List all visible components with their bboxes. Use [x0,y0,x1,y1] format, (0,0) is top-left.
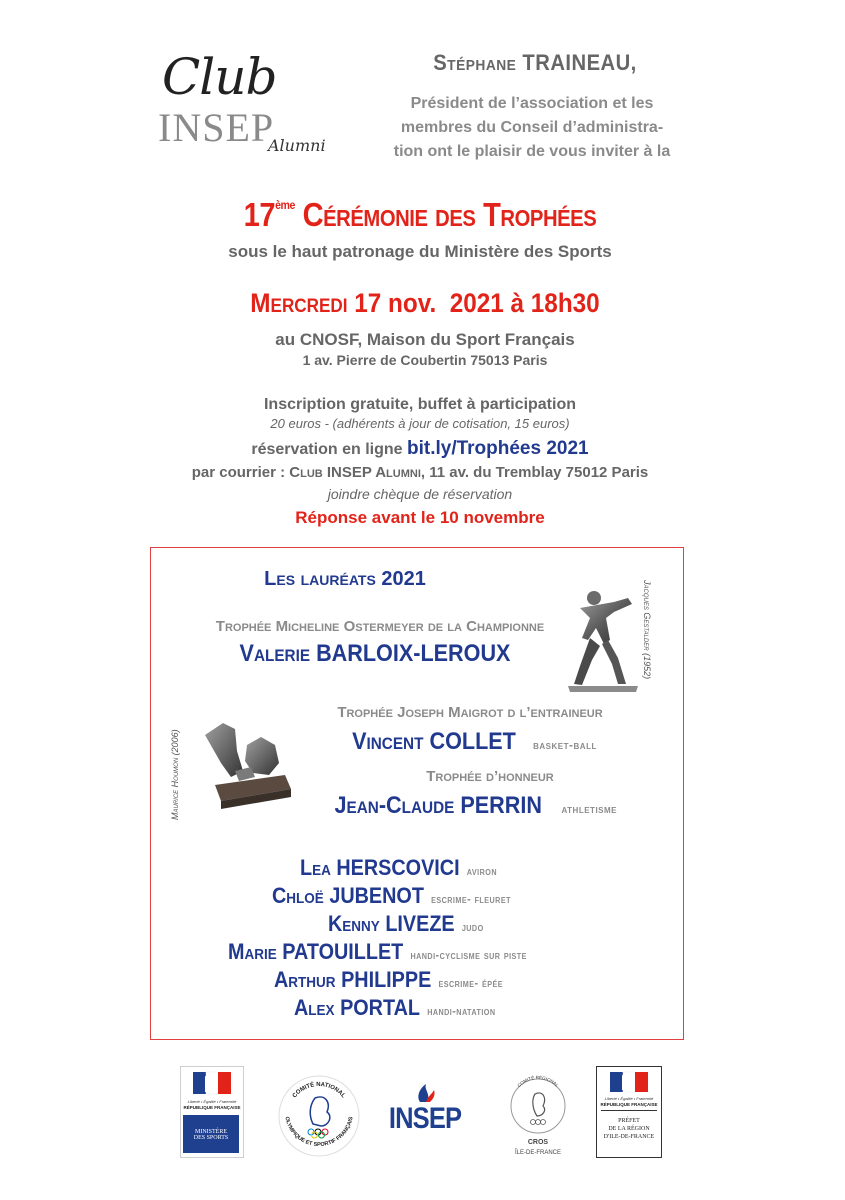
mail-address: , 11 av. du Tremblay 75012 Paris [420,464,649,481]
hands-sculpture-image [195,715,293,810]
athlete-first-name: Marie [228,939,277,964]
athlete-sport: judo [461,920,484,934]
mail-reservation [90,464,750,481]
ministere-name-line2: DES SPORTS [193,1135,229,1141]
prefet-region-logo [596,1066,662,1158]
online-reservation [120,438,720,460]
cros-region: ÎLE-DE-FRANCE [514,1150,562,1156]
cnosf-logo [275,1072,363,1160]
statue2-credit [168,712,184,820]
cros-text-top: COMITÉ RÉGIONAL [516,1074,560,1089]
athlete-first-name: Chloë [272,883,324,908]
winner-first-name: Valerie [239,640,311,667]
logo-insep-text: INSEP [158,105,275,150]
marianne-flag-icon [597,1070,661,1098]
cnosf-text-bottom: OLYMPIQUE ET SPORTIF FRANÇAIS [283,1116,355,1149]
winner-sport: basket-ball [533,738,597,752]
athlete-sport: escrime- épée [438,976,503,990]
winner-first-name: Jean-Claude [334,792,455,819]
ministere-name-line1: MINISTÈRE [195,1129,227,1135]
athlete-sport: handi-cyclisme sur piste [410,948,527,962]
trophy-winner [300,792,640,820]
ceremony-number: 17 [243,196,276,233]
winner-first-name: Vincent [352,728,424,755]
insep-logo [380,1080,470,1144]
athlete-last-name: PATOUILLET [282,939,404,964]
registration-line: Inscription gratuite, buffet à participation [263,396,576,413]
athlete-last-name: HERSCOVICI [336,855,460,880]
athlete-first-name: Alex [294,995,335,1020]
event-datetime: 17 nov. 2021 à 18h30 [354,288,600,318]
trophy-winner [182,640,569,668]
ceremony-name: Cérémonie des Trophées [302,196,597,233]
marianne-flag-icon [181,1070,243,1100]
prefet-name [597,1117,661,1141]
trophy-winner [300,728,640,756]
statue2-credit-text: Maurice Houmon (2006) [170,729,180,820]
winner-last-name: COLLET [429,728,517,755]
winner-last-name: PERRIN [460,792,542,819]
logo-club-text: Club [162,48,277,106]
invitation-line: membres du Conseil d’administra- [400,119,664,136]
statue1-credit [636,580,656,700]
athlete-last-name: LIVEZE [385,911,455,936]
prefet-line1: PRÉFET [618,1118,640,1124]
ministere-motto: Liberté • Égalité • Fraternité [187,1099,237,1104]
athlete-first-name: Lea [300,855,331,880]
logo-alumni-text: Alumni [268,136,326,155]
winner-full-name [335,792,542,820]
athlete-sport: handi-natation [427,1004,496,1018]
registration-price: 20 euros - (adhérents à jour de cotisation, 15 euros) [270,416,570,431]
winner-sport: athletisme [561,802,617,816]
event-venue: au CNOSF, Maison du Sport Français [275,330,575,349]
prefet-line2: DE LA RÉGION [608,1126,650,1132]
ministere-des-sports-logo [180,1066,244,1158]
athlete-last-name: PORTAL [340,995,420,1020]
trophy-label: Trophée Micheline Ostermeyer de la Championne [215,618,545,635]
trophy-label: Trophée Joseph Maigrot d l’entraineur [337,704,603,721]
athlete-entry [272,883,511,909]
insep-flame-icon [380,1080,470,1104]
ceremony-suffix: ème [275,198,295,212]
invitation-line: tion ont le plaisir de vous inviter à la [393,143,671,160]
reservation-link[interactable]: bit.ly/Trophées 2021 [406,438,589,459]
athlete-entry [294,995,495,1021]
winner-last-name: BARLOIX-LEROUX [316,640,511,667]
athlete-entry [328,911,484,937]
athlete-sport: escrime- fleuret [431,892,511,906]
invitation-text [372,92,692,164]
mail-label: par courrier : [191,464,290,481]
ministere-name-box [183,1115,239,1153]
cnosf-text-top: COMITÉ NATIONAL [291,1081,347,1100]
response-deadline: Réponse avant le 10 novembre [295,508,545,527]
prefet-motto: Liberté • Égalité • Fraternité [604,1096,654,1101]
ceremony-title [156,196,684,234]
cros-ile-de-france-logo [503,1068,573,1164]
event-date [178,288,673,319]
statue1-credit-text: Jacques Gestalder (1952) [642,580,652,680]
patronage-text: sous le haut patronage du Ministère des Sports [228,242,612,261]
athlete-entry [228,939,527,965]
invitation-line: Président de l’association et les [410,95,654,112]
prefet-republique: RÉPUBLIQUE FRANÇAISE [600,1102,658,1107]
event-address: 1 av. Pierre de Coubertin 75013 Paris [302,352,548,368]
insep-logo-text: INSEP [388,1102,462,1135]
athlete-last-name: PHILIPPE [341,967,432,992]
athlete-last-name: JUBENOT [329,883,424,908]
ministere-republique: RÉPUBLIQUE FRANÇAISE [183,1105,241,1110]
laureates-title: Les lauréats 2021 [264,568,426,590]
online-reservation-label: réservation en ligne [251,441,403,458]
prefet-line3: D'ILE-DE-FRANCE [603,1134,655,1140]
prefet-divider [601,1110,657,1111]
event-day: Mercredi [250,288,348,318]
athlete-sport: aviron [466,864,497,878]
club-insep-alumni-logo [150,48,360,163]
mail-club: Club INSEP Alumni [289,464,421,481]
athlete-first-name: Arthur [274,967,336,992]
athlete-entry [274,967,503,993]
winner-full-name [352,728,516,756]
athlete-entry [300,855,497,881]
discus-thrower-statue-image [566,588,641,693]
cheque-note: joindre chèque de réservation [327,486,513,502]
trophy-label: Trophée d’honneur [426,768,554,785]
president-name: Stéphane TRAINEAU, [433,50,637,75]
athlete-first-name: Kenny [328,911,380,936]
cros-label: CROS [527,1139,549,1146]
